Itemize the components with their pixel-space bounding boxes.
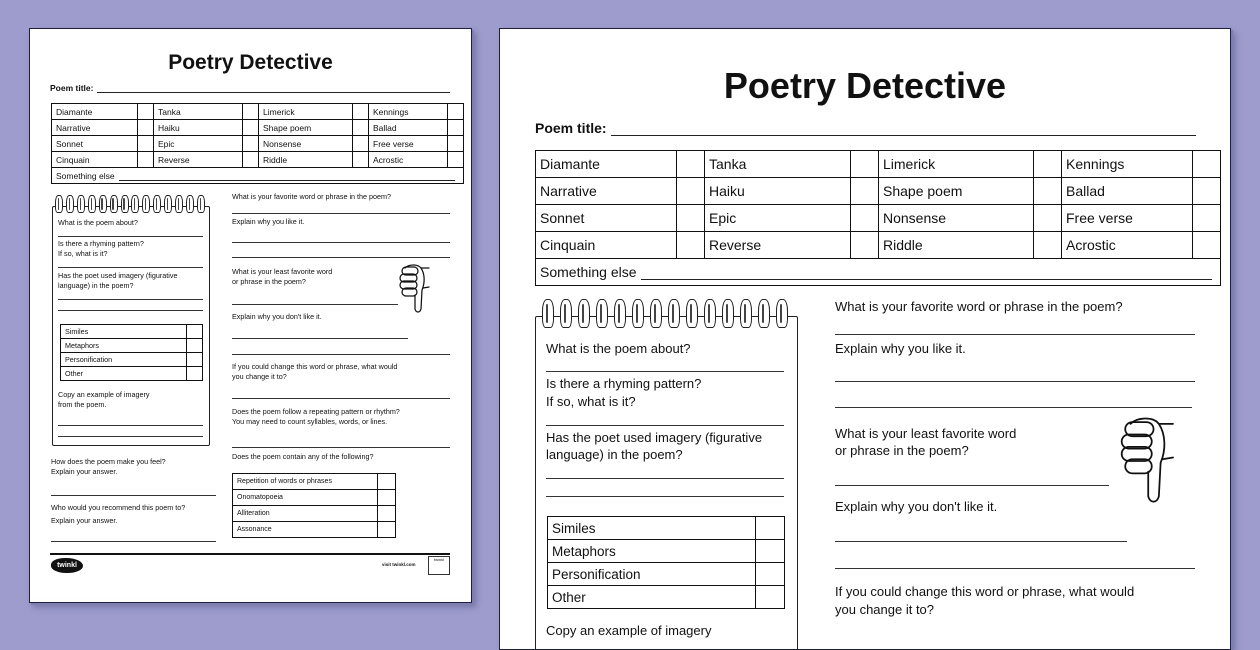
question-change-1: If you could change this word or phrase, what would [835, 584, 1135, 599]
checkbox[interactable] [243, 152, 259, 168]
poem-type-label: Riddle [259, 152, 353, 168]
answer-line[interactable] [546, 425, 784, 426]
checkbox[interactable] [187, 353, 203, 367]
poem-title-line[interactable] [611, 135, 1196, 136]
answer-line[interactable] [58, 299, 203, 300]
checkbox[interactable] [138, 120, 154, 136]
poem-type-label: Narrative [536, 178, 677, 205]
checkbox[interactable] [243, 120, 259, 136]
poem-title-label: Poem title: [535, 120, 607, 136]
question-least-2: or phrase in the poem? [232, 277, 306, 286]
imagery-label: Similes [548, 517, 756, 540]
poem-type-label: Shape poem [259, 120, 353, 136]
question-imagery-2: language) in the poem? [58, 281, 134, 290]
checkbox[interactable] [677, 205, 705, 232]
answer-line[interactable] [232, 257, 450, 258]
poem-type-label: Cinquain [536, 232, 677, 259]
question-explain-like: Explain why you like it. [835, 341, 966, 356]
question-change-2: you change it to? [835, 602, 935, 617]
poem-type-table [51, 103, 464, 184]
something-else-row [536, 259, 1221, 286]
checkbox[interactable] [851, 205, 879, 232]
checkbox[interactable] [138, 136, 154, 152]
poem-type-label: Limerick [259, 104, 353, 120]
answer-line[interactable] [835, 407, 1192, 408]
device-label: Assonance [233, 522, 378, 538]
poem-type-label: Kennings [369, 104, 448, 120]
poem-type-label: Free verse [369, 136, 448, 152]
checkbox[interactable] [1193, 232, 1221, 259]
poem-title-label: Poem title: [50, 83, 94, 93]
checkbox[interactable] [756, 540, 785, 563]
question-imagery-1: Has the poet used imagery (figurative [546, 430, 763, 445]
poem-type-label: Epic [154, 136, 243, 152]
poem-type-label: Diamante [536, 151, 677, 178]
checkbox[interactable] [677, 232, 705, 259]
poem-title-field[interactable] [50, 83, 450, 93]
device-label: Alliteration [233, 506, 378, 522]
answer-line[interactable] [835, 334, 1195, 335]
answer-line[interactable] [835, 541, 1127, 542]
thumbs-down-icon [398, 263, 434, 315]
question-change-1: If you could change this word or phrase, what would [232, 362, 398, 371]
question-rhyme-1: Is there a rhyming pattern? [546, 376, 702, 391]
checkbox[interactable] [448, 136, 464, 152]
answer-line[interactable] [51, 495, 216, 496]
poem-type-label: Haiku [705, 178, 851, 205]
question-feel-2: Explain your answer. [51, 467, 118, 476]
poem-type-row [52, 120, 464, 136]
twinkl-logo: twinkl [51, 558, 83, 573]
poem-title-field[interactable] [535, 120, 1196, 136]
page-title: Poetry Detective [168, 51, 333, 74]
checkbox[interactable] [138, 104, 154, 120]
poem-type-label: Sonnet [52, 136, 138, 152]
quality-badge: twinkl [428, 556, 450, 575]
question-rhyme-1: Is there a rhyming pattern? [58, 239, 144, 248]
poem-type-label: Acrostic [369, 152, 448, 168]
poem-type-row [536, 205, 1221, 232]
answer-line[interactable] [232, 304, 398, 305]
poem-type-label: Sonnet [536, 205, 677, 232]
poem-type-label: Tanka [154, 104, 243, 120]
checkbox[interactable] [851, 151, 879, 178]
checkbox[interactable] [1193, 151, 1221, 178]
question-copy-1: Copy an example of imagery [58, 390, 150, 399]
question-favorite: What is your favorite word or phrase in the poem? [835, 299, 1123, 314]
checkbox[interactable] [448, 152, 464, 168]
answer-line[interactable] [835, 381, 1195, 382]
checkbox[interactable] [677, 151, 705, 178]
something-else-label: Something else [540, 264, 637, 280]
answer-line[interactable] [58, 236, 203, 237]
poem-type-label: Ballad [1062, 178, 1193, 205]
checkbox[interactable] [851, 178, 879, 205]
something-else-label: Something else [56, 170, 115, 181]
device-label: Onomatopoeia [233, 490, 378, 506]
poem-type-row [52, 104, 464, 120]
poem-type-label: Nonsense [259, 136, 353, 152]
checkbox[interactable] [243, 104, 259, 120]
checkbox[interactable] [243, 136, 259, 152]
answer-line[interactable] [58, 425, 203, 426]
imagery-label: Similes [61, 325, 187, 339]
checkbox[interactable] [1034, 178, 1062, 205]
question-explain-dislike: Explain why you don't like it. [835, 499, 998, 514]
question-favorite: What is your favorite word or phrase in the poem? [232, 192, 391, 201]
checkbox[interactable] [187, 339, 203, 353]
answer-line[interactable] [51, 541, 216, 542]
imagery-label: Other [548, 586, 756, 609]
spiral-binding-icon [55, 195, 205, 213]
checkbox[interactable] [851, 232, 879, 259]
poem-type-label: Haiku [154, 120, 243, 136]
poem-type-label: Riddle [879, 232, 1034, 259]
answer-line[interactable] [58, 267, 203, 268]
imagery-label: Personification [548, 563, 756, 586]
poem-type-row [536, 232, 1221, 259]
answer-line[interactable] [232, 354, 450, 355]
imagery-table [60, 324, 203, 381]
something-else-line[interactable] [641, 279, 1212, 280]
question-least-1: What is your least favorite word [232, 267, 333, 276]
poem-type-label: Diamante [52, 104, 138, 120]
poem-type-row [536, 151, 1221, 178]
answer-line[interactable] [232, 447, 450, 448]
poem-type-row [52, 136, 464, 152]
answer-line[interactable] [835, 485, 1109, 486]
question-imagery-1: Has the poet used imagery (figurative [58, 271, 178, 280]
checkbox[interactable] [138, 152, 154, 168]
something-else-line[interactable] [119, 180, 455, 181]
checkbox[interactable] [187, 367, 203, 381]
question-feel-1: How does the poem make you feel? [51, 457, 166, 466]
question-recommend-2: Explain your answer. [51, 516, 118, 525]
poem-type-label: Cinquain [52, 152, 138, 168]
question-least-2: or phrase in the poem? [835, 443, 969, 458]
checkbox[interactable] [353, 120, 369, 136]
poem-type-label: Kennings [1062, 151, 1193, 178]
question-rhyme-2: If so, what is it? [58, 249, 108, 258]
checkbox[interactable] [756, 563, 785, 586]
checkbox[interactable] [1034, 232, 1062, 259]
question-about: What is the poem about? [546, 341, 691, 356]
imagery-label: Personification [61, 353, 187, 367]
answer-line[interactable] [232, 398, 450, 399]
checkbox[interactable] [756, 586, 785, 609]
poem-type-row [536, 178, 1221, 205]
checkbox[interactable] [1034, 205, 1062, 232]
checkbox[interactable] [1034, 151, 1062, 178]
checkbox[interactable] [378, 474, 396, 490]
imagery-label: Other [61, 367, 187, 381]
imagery-table [547, 516, 785, 609]
poem-type-label: Free verse [1062, 205, 1193, 232]
worksheet-preview-large [499, 28, 1231, 650]
poem-type-label: Epic [705, 205, 851, 232]
checkbox[interactable] [378, 522, 396, 538]
answer-line[interactable] [546, 371, 784, 372]
checkbox[interactable] [378, 506, 396, 522]
footer-divider [50, 553, 450, 555]
poem-type-row [52, 152, 464, 168]
poem-type-label: Shape poem [879, 178, 1034, 205]
thumbs-down-icon [1118, 415, 1182, 507]
answer-line[interactable] [835, 568, 1195, 569]
checkbox[interactable] [353, 152, 369, 168]
poem-type-label: Reverse [154, 152, 243, 168]
checkbox[interactable] [1193, 178, 1221, 205]
checkbox[interactable] [353, 104, 369, 120]
question-rhyme-2: If so, what is it? [546, 394, 636, 409]
question-change-2: you change it to? [232, 372, 287, 381]
page-title: Poetry Detective [723, 65, 1007, 106]
question-contain: Does the poem contain any of the following? [232, 452, 374, 461]
checkbox[interactable] [448, 120, 464, 136]
poem-type-label: Narrative [52, 120, 138, 136]
question-pattern-1: Does the poem follow a repeating pattern or rhythm? [232, 407, 400, 416]
question-pattern-2: You may need to count syllables, words, or lines. [232, 417, 388, 426]
answer-line[interactable] [546, 478, 784, 479]
answer-line[interactable] [58, 310, 203, 311]
answer-line[interactable] [232, 213, 450, 214]
worksheet-preview-small [29, 28, 472, 603]
devices-table [232, 473, 396, 538]
poem-type-label: Acrostic [1062, 232, 1193, 259]
answer-line[interactable] [546, 496, 784, 497]
poem-type-table [535, 150, 1221, 286]
poem-type-label: Nonsense [879, 205, 1034, 232]
visit-link[interactable]: visit twinkl.com [382, 562, 416, 567]
checkbox[interactable] [187, 325, 203, 339]
question-about: What is the poem about? [58, 218, 138, 227]
something-else-row [52, 168, 464, 184]
spiral-binding-icon [542, 299, 788, 329]
checkbox[interactable] [677, 178, 705, 205]
answer-line[interactable] [232, 242, 450, 243]
answer-line[interactable] [232, 338, 408, 339]
checkbox[interactable] [1193, 205, 1221, 232]
checkbox[interactable] [448, 104, 464, 120]
checkbox[interactable] [756, 517, 785, 540]
poem-type-label: Reverse [705, 232, 851, 259]
checkbox[interactable] [378, 490, 396, 506]
question-recommend-1: Who would you recommend this poem to? [51, 503, 186, 512]
question-copy-1: Copy an example of imagery [546, 623, 712, 638]
question-explain-dislike: Explain why you don't like it. [232, 312, 322, 321]
poem-type-label: Limerick [879, 151, 1034, 178]
question-copy-2: from the poem. [58, 400, 107, 409]
question-explain-like: Explain why you like it. [232, 217, 305, 226]
question-least-1: What is your least favorite word [835, 426, 1017, 441]
poem-title-line[interactable] [97, 92, 450, 93]
answer-line[interactable] [58, 436, 203, 437]
question-imagery-2: language) in the poem? [546, 447, 683, 462]
device-label: Repetition of words or phrases [233, 474, 378, 490]
poem-type-label: Ballad [369, 120, 448, 136]
imagery-label: Metaphors [61, 339, 187, 353]
checkbox[interactable] [353, 136, 369, 152]
imagery-label: Metaphors [548, 540, 756, 563]
poem-type-label: Tanka [705, 151, 851, 178]
